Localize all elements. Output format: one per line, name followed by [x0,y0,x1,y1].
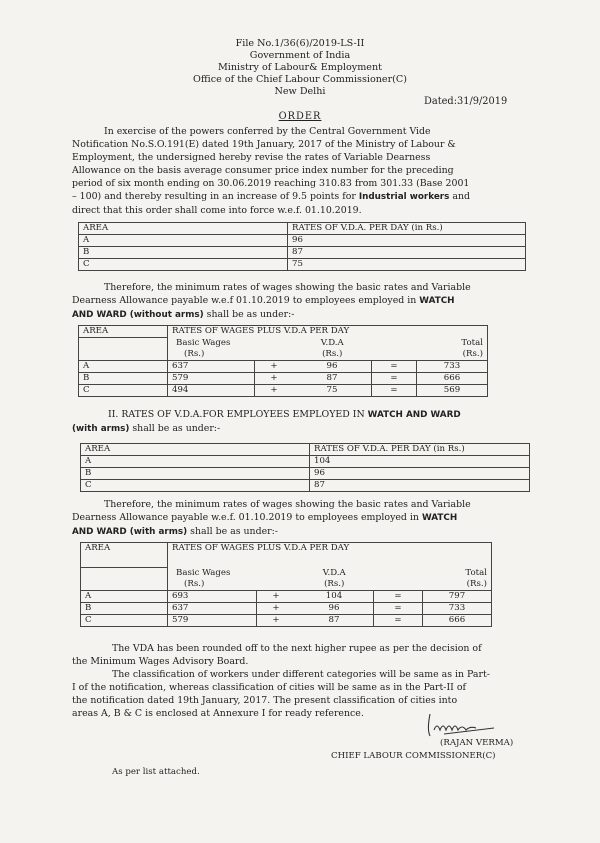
column-vda [295,568,374,591]
order-title: ORDER [278,111,322,122]
table-cell-total: 797 [423,590,492,602]
text-segment: and [449,191,470,202]
table-cell-area: C [79,259,288,271]
table-subheader-row [79,338,488,361]
table-cell-area: A [79,235,288,247]
equals-sign: = [374,614,423,626]
text-line: period of six month ending on 30.06.2019 reaching 310.83 from 301.33 (Base 2001 [72,178,470,189]
table-cell-basic: 693 [168,590,257,602]
table-cell-vda: 104 [295,590,374,602]
table-subheader-row [81,568,492,591]
vda-rates-table-with-arms [80,443,530,492]
table-row [79,235,526,247]
table-row [79,384,488,396]
table-row [81,602,492,614]
text-segment: shall be as under:- [187,526,278,537]
government-name: Government of India [249,50,351,61]
table-row [81,456,530,468]
table-row [79,247,526,259]
table-row [79,360,488,372]
text-line [72,190,524,204]
table-header-area: AREA [81,543,168,568]
table-cell-total: 666 [423,614,492,626]
table-header-row [79,326,488,338]
total-unit: (Rs.) [462,348,483,359]
table-row [81,480,530,492]
text-line: I of the notification, whereas classification of cities will be same as in the Part-II of [72,682,466,693]
basic-wages-unit: (Rs.) [184,578,205,589]
text-line [72,422,526,436]
text-segment: shall be as under:- [129,423,221,434]
text-line: Therefore, the minimum rates of wages showing the basic rates and Variable [104,282,471,293]
equals-sign: = [372,384,417,396]
table-cell-area: C [81,480,310,492]
paragraph-vda-rounding [72,642,528,668]
table-header-row [81,543,492,568]
table-cell-rate: 87 [310,480,530,492]
table-cell-area: A [81,590,168,602]
text-line [72,294,526,308]
wages-table-with-arms [80,542,492,627]
text-line: Employment, the undersigned hereby revise the rates of Variable Dearness [72,152,431,163]
vda-unit: (Rs.) [322,348,343,359]
text-line [72,525,528,539]
equals-sign: = [374,602,423,614]
bold-text: WATCH AND WARD [367,410,461,420]
text-line: In exercise of the powers conferred by the Central Government Vide [104,126,431,137]
text-line: the Minimum Wages Advisory Board. [72,656,249,667]
table-cell-rate: 96 [288,235,526,247]
table-header-area: AREA [79,326,168,338]
total-label: Total [465,567,487,578]
table-row [81,590,492,602]
text-line: The VDA has been rounded off to the next higher rupee as per the decision of [112,643,482,654]
basic-wages-unit: (Rs.) [184,348,205,359]
paragraph-vda-revision [72,125,524,217]
table-cell-area: B [79,372,168,384]
basic-wages-label: Basic Wages [176,337,231,348]
plus-sign: + [257,614,296,626]
bold-text: (with arms) [72,424,130,434]
paragraph-wages-with-arms [72,498,528,539]
table-cell-total: 569 [417,384,488,396]
enclosure-note: As per list attached. [112,767,200,777]
table-header-title: RATES OF WAGES PLUS V.D.A PER DAY [168,326,488,338]
city-name: New Delhi [274,86,326,97]
table-header-area: AREA [81,444,310,456]
table-cell-rate: 96 [310,468,530,480]
text-line: Therefore, the minimum rates of wages showing the basic rates and Variable [104,499,471,510]
table-header-rate: RATES OF V.D.A. PER DAY (in Rs.) [288,223,526,235]
table-cell-area: A [81,456,310,468]
table-header-row [79,223,526,235]
table-cell-basic: 637 [168,360,255,372]
table-cell-area: B [79,247,288,259]
table-cell-vda: 96 [295,602,374,614]
vda-rates-table-without-arms [78,222,526,271]
table-cell-total: 733 [417,360,488,372]
table-cell-basic: 579 [168,372,255,384]
text-segment: Dearness Allowance payable w.e.f. 01.10.2019 to employees employed in [72,512,419,523]
ministry-name: Ministry of Labour& Employment [217,62,383,73]
equals-sign: = [372,372,417,384]
text-segment: – 100) and thereby resulting in an increase of 9.5 points for [72,191,356,202]
total-label: Total [461,337,483,348]
table-cell-vda: 87 [293,372,372,384]
table-cell-area: B [81,468,310,480]
table-row [79,372,488,384]
table-cell-total: 666 [417,372,488,384]
text-segment: shall be as under:- [203,309,295,320]
table-header-title: RATES OF WAGES PLUS V.D.A PER DAY [168,543,492,568]
equals-sign: = [372,360,417,372]
table-cell-basic: 579 [168,614,257,626]
bold-text: Industrial workers [358,192,450,202]
table-cell-rate: 104 [310,456,530,468]
plus-sign: + [255,372,294,384]
bold-text: WATCH [419,296,455,306]
table-row [81,614,492,626]
column-basic-wages [168,338,255,361]
basic-wages-label: Basic Wages [176,567,231,578]
plus-sign: + [255,360,294,372]
table-header-rate: RATES OF V.D.A. PER DAY (in Rs.) [310,444,530,456]
bold-text: AND WARD (with arms) [72,527,188,537]
table-cell-rate: 75 [288,259,526,271]
table-cell-basic: 637 [168,602,257,614]
signatory-name: (RAJAN VERMA) [440,738,514,748]
text-line: Notification No.S.O.191(E) dated 19th January, 2017 of the Ministry of Labour & [72,139,456,150]
table-cell-vda: 87 [295,614,374,626]
text-line [72,511,528,525]
table-cell-vda: 75 [293,384,372,396]
table-cell-total: 733 [423,602,492,614]
order-date: Dated:31/9/2019 [424,96,508,107]
vda-unit: (Rs.) [324,578,345,589]
text-segment: II. RATES OF V.D.A.FOR EMPLOYEES EMPLOYED IN [108,409,365,420]
text-line: areas A, B & C is enclosed at Annexure I for ready reference. [72,708,364,719]
text-line: Allowance on the basis average consumer price index number for the preceding [72,165,454,176]
table-cell-vda: 96 [293,360,372,372]
table-row [81,468,530,480]
equals-sign: = [374,590,423,602]
wages-table-without-arms [78,325,488,397]
column-total [417,338,488,361]
section-two-heading [72,408,526,436]
text-segment: Dearness Allowance payable w.e.f 01.10.2019 to employees employed in [72,295,417,306]
text-line: the notification dated 19th January, 2017. The present classification of cities into [72,695,458,706]
table-header-row [81,444,530,456]
plus-sign: + [257,590,296,602]
column-basic-wages [168,568,257,591]
table-cell-rate: 87 [288,247,526,259]
table-cell-area: C [81,614,168,626]
plus-sign: + [257,602,296,614]
plus-sign: + [255,384,294,396]
column-vda [293,338,372,361]
table-cell-area: B [81,602,168,614]
vda-label: V.D.A [320,337,344,348]
column-total [423,568,492,591]
signatory-designation: CHIEF LABOUR COMMISSIONER(C) [331,751,496,761]
bold-text: WATCH [421,513,458,523]
table-row [79,259,526,271]
text-line [72,308,526,322]
text-line: direct that this order shall come into force w.e.f. 01.10.2019. [72,205,362,216]
text-line: The classification of workers under different categories will be same as in Part- [112,669,490,680]
table-cell-basic: 494 [168,384,255,396]
total-unit: (Rs.) [466,578,487,589]
text-line [72,408,526,422]
file-number: File No.1/36(6)/2019-LS-II [235,38,365,49]
bold-text: AND WARD (without arms) [72,310,204,320]
table-cell-area: A [79,360,168,372]
office-name: Office of the Chief Labour Commissioner(C) [192,74,407,85]
table-cell-area: C [79,384,168,396]
vda-label: V.D.A [322,567,346,578]
paragraph-wages-without-arms [72,281,526,322]
signature-scribble-icon [424,710,514,740]
table-header-area: AREA [79,223,288,235]
